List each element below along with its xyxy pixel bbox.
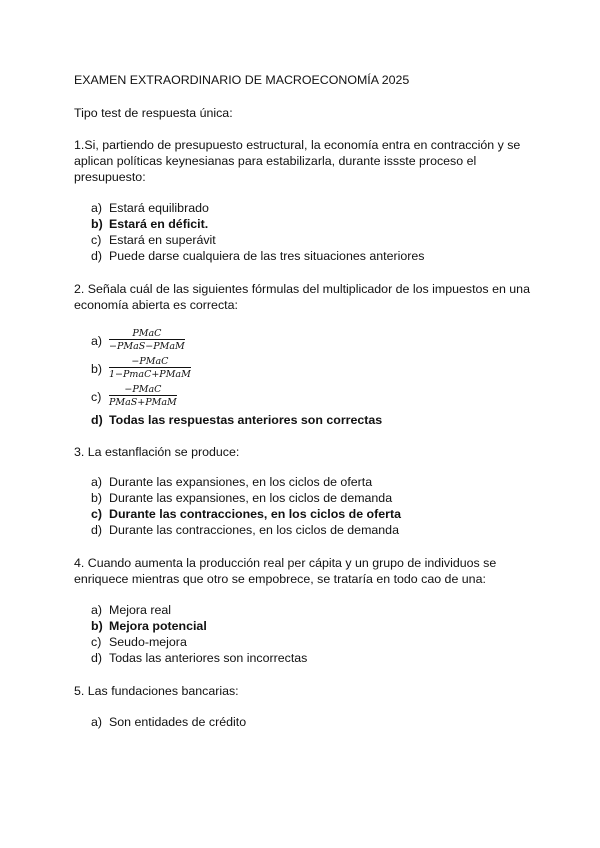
q3-option-a	[91, 474, 372, 490]
option-text: Seudo-mejora	[109, 635, 187, 649]
q2-formula-a-letter: a)	[91, 334, 103, 348]
option-text: Durante las contracciones, en los ciclos de oferta	[109, 507, 401, 521]
option-letter: d)	[91, 413, 103, 427]
option-text: Durante las contracciones, en los ciclos de demanda	[109, 523, 399, 537]
q4-option-c	[91, 634, 187, 650]
option-text: Estará equilibrado	[109, 201, 209, 215]
q3-option-c-correct	[91, 506, 401, 522]
option-letter: a)	[91, 715, 103, 729]
q1-option-d	[91, 248, 424, 264]
q4-line-2: enriquece mientras que otro se empobrece, se trataría en todo cao de una:	[74, 572, 486, 586]
option-text: Durante las expansiones, en los ciclos de oferta	[109, 475, 373, 489]
formula-denominator: −PMaS−PMaM	[109, 341, 185, 352]
q2-formula-c	[109, 384, 177, 408]
q4-option-b-correct	[91, 618, 207, 634]
option-letter: d)	[91, 249, 103, 263]
option-letter: a)	[91, 475, 103, 489]
option-letter: d)	[91, 651, 103, 665]
option-text: Mejora real	[109, 603, 171, 617]
q2-option-d-correct	[91, 412, 382, 428]
q5-line-1: 5. Las fundaciones bancarias:	[74, 684, 239, 698]
q4-option-a	[91, 602, 171, 618]
q1-option-b-correct	[91, 216, 208, 232]
q3-line-1: 3. La estanflación se produce:	[74, 445, 240, 459]
q3-option-b	[91, 490, 392, 506]
option-text: Durante las expansiones, en los ciclos de demanda	[109, 491, 393, 505]
option-text: Todas las anteriores son incorrectas	[109, 651, 308, 665]
option-letter: c)	[91, 233, 102, 247]
option-letter: b)	[91, 619, 103, 633]
q1-option-a	[91, 200, 209, 216]
option-text: Estará en superávit	[109, 233, 216, 247]
option-letter: d)	[91, 523, 103, 537]
q2-formula-a	[109, 328, 185, 352]
option-letter: a)	[91, 603, 103, 617]
q2-formula-c-letter: c)	[91, 390, 102, 404]
option-text: Puede darse cualquiera de las tres situaciones anteriores	[109, 249, 425, 263]
option-letter: b)	[91, 217, 103, 231]
formula-denominator: PMaS+PMaM	[109, 397, 177, 408]
formula-numerator: PMaC	[132, 328, 162, 339]
formula-numerator: −PMaC	[124, 384, 162, 395]
option-letter: c)	[91, 635, 102, 649]
q4-line-1: 4. Cuando aumenta la producción real per cápita y un grupo de individuos se	[74, 556, 497, 570]
option-text: Son entidades de crédito	[109, 715, 247, 729]
option-text: Estará en déficit.	[109, 217, 209, 231]
formula-numerator: −PMaC	[131, 356, 169, 367]
q2-formula-b-letter: b)	[91, 362, 103, 376]
q1-option-c	[91, 232, 216, 248]
q1-line-2: aplican políticas keynesianas para estabilizarla, durante issste proceso el	[74, 154, 477, 168]
q3-option-d	[91, 522, 399, 538]
q2-line-2: economía abierta es correcta:	[74, 298, 238, 312]
formula-denominator: 1−PmaC+PMaM	[109, 369, 191, 380]
option-letter: a)	[91, 201, 103, 215]
q2-line-1: 2. Señala cuál de las siguientes fórmulas del multiplicador de los impuestos en una	[74, 282, 530, 296]
exam-subtitle: Tipo test de respuesta única:	[74, 106, 233, 120]
option-text: Mejora potencial	[109, 619, 207, 633]
q5-option-a	[91, 714, 246, 730]
exam-title: EXAMEN EXTRAORDINARIO DE MACROECONOMÍA 2025	[74, 73, 410, 87]
option-letter: c)	[91, 507, 103, 521]
q2-formula-b	[109, 356, 191, 380]
option-text: Todas las respuestas anteriores son correctas	[109, 413, 383, 427]
q4-option-d	[91, 650, 307, 666]
option-letter: b)	[91, 491, 103, 505]
q1-line-1: 1.Si, partiendo de presupuesto estructural, la economía entra en contracción y se	[74, 138, 521, 152]
q1-line-3: presupuesto:	[74, 170, 146, 184]
